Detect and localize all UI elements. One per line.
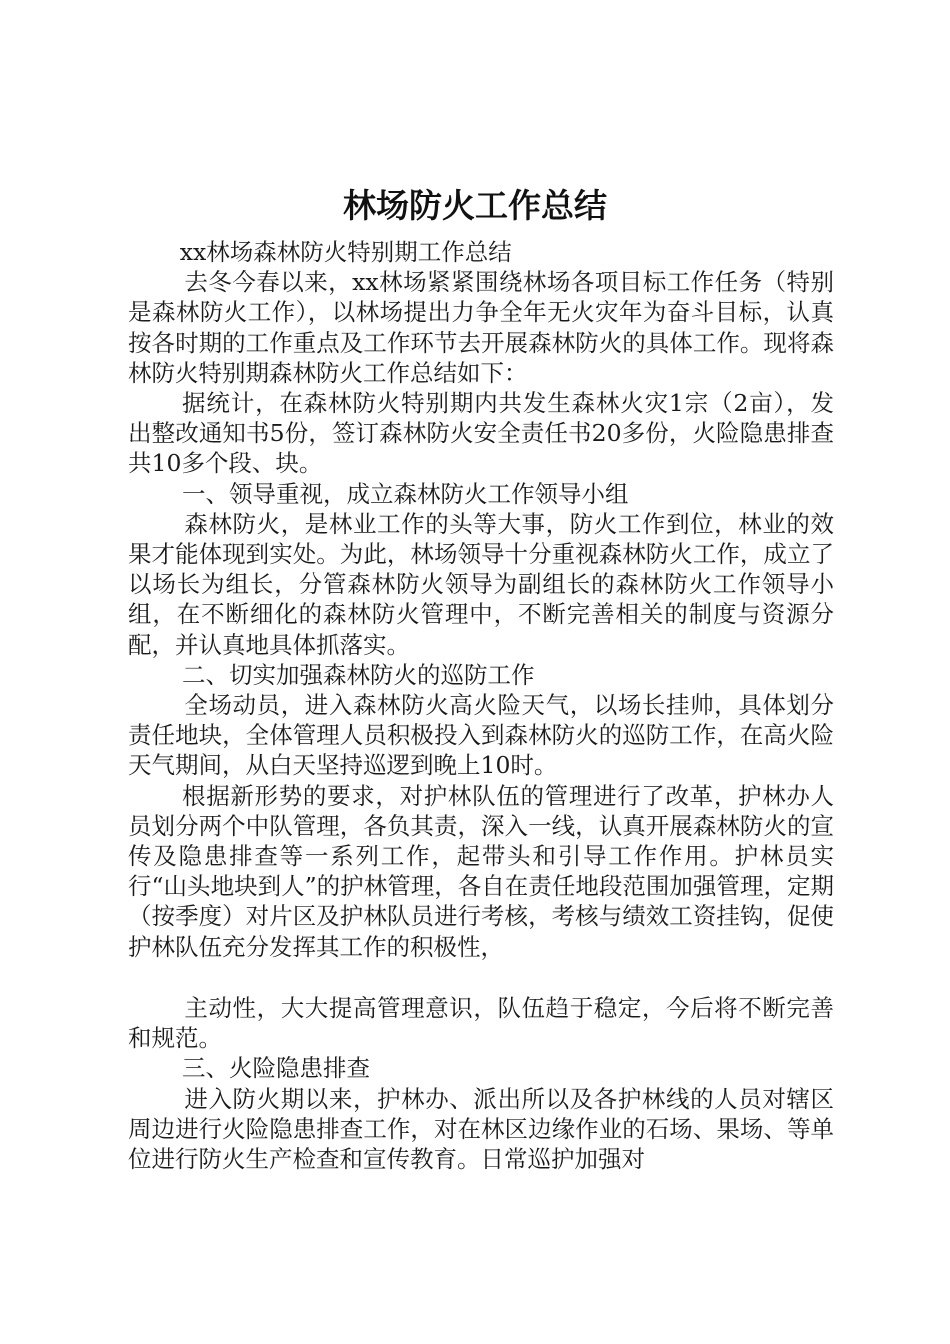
subtitle-paragraph: xx林场森林防火特别期工作总结 [179, 238, 512, 266]
continuation-paragraph: 主动性，大大提高管理意识，队伍趋于稳定，今后将不断完善和规范。 [128, 994, 834, 1053]
document-body [128, 237, 834, 962]
reform-paragraph: 根据新形势的要求，对护林队伍的管理进行了改革，护林办人员划分两个中队管理，各负其责，深入一线，认真开展森林防火的宣传及隐患排查等一系列工作，起带头和引导工作作用。护林员实行“山头地块到人”的护林管理，各自在责任地段范围加强管理，定期（按季度）对片区及护林队员进行考核，考核与绩效工资挂钩，促使护林队伍充分发挥其工作的积极性， [128, 781, 834, 961]
document-title: 林场防火工作总结 [343, 186, 607, 225]
statistics-paragraph: 据统计，在森林防火特别期内共发生森林火灾1宗（2亩），发出整改通知书5份，签订森林防火安全责任书20多份，火险隐患排查共10多个段、块。 [128, 389, 834, 478]
section-heading-1: 一、领导重视，成立森林防火工作领导小组 [182, 479, 629, 508]
document-body-continued [128, 993, 834, 1174]
section-2-paragraph: 全场动员，进入森林防火高火险天气，以场长挂帅，具体划分责任地块，全体管理人员积极投入到森林防火的巡防工作，在高火险天气期间，从白天坚持巡逻到晚上10时。 [128, 691, 834, 780]
section-heading-3: 三、火险隐患排查 [182, 1054, 371, 1083]
section-3-paragraph: 进入防火期以来，护林办、派出所以及各护林线的人员对辖区周边进行火险隐患排查工作，对在林区边缘作业的石场、果场、等单位进行防火生产检查和宣传教育。日常巡护加强对 [128, 1084, 834, 1174]
section-1-paragraph: 森林防火，是林业工作的头等大事，防火工作到位，林业的效果才能体现到实处。为此，林场领导十分重视森林防火工作，成立了以场长为组长，分管森林防火领导为副组长的森林防火工作领导小组，在不断细化的森林防火管理中，不断完善相关的制度与资源分配，并认真地具体抓落实。 [128, 509, 834, 659]
intro-paragraph: 去冬今春以来，xx林场紧紧围绕林场各项目标工作任务（特别是森林防火工作），以林场提出力争全年无火灾年为奋斗目标，认真按各时期的工作重点及工作环节去开展森林防火的具体工作。现将森林防火特别期森林防火工作总结如下： [128, 268, 834, 387]
section-heading-2: 二、切实加强森林防火的巡防工作 [182, 660, 535, 689]
